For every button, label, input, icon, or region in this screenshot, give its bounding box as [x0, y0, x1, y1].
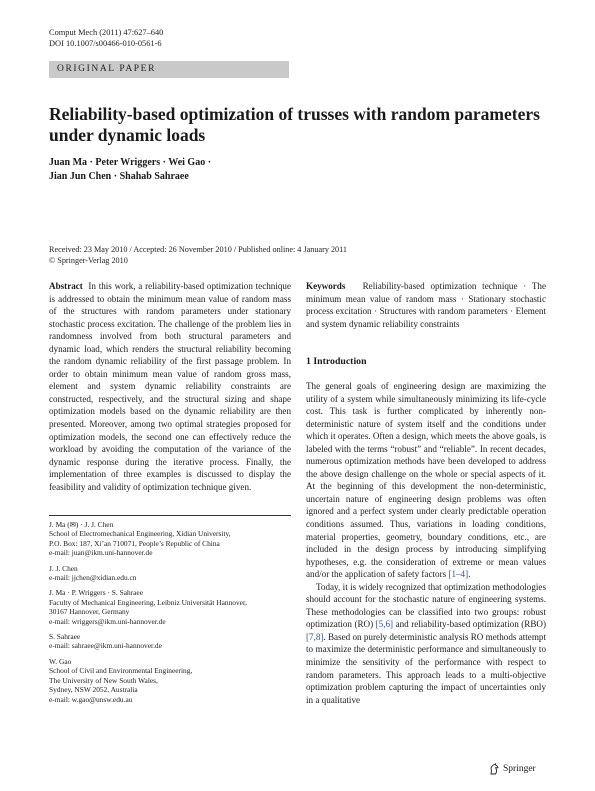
affiliation-line: School of Civil and Environmental Engineering,	[49, 666, 193, 676]
affiliation-line: School of Electromechanical Engineering, Xidian University,	[49, 529, 231, 539]
abstract-label: Abstract	[49, 281, 83, 291]
journal-header	[49, 27, 163, 49]
affiliation-email: e-mail: juan@ikm.uni-hannover.de	[49, 548, 153, 558]
springer-horse-icon	[488, 763, 500, 775]
abstract-text: In this work, a reliability-based optimization technique is addressed to obtain the minimum mean value of random mass of the structures with random parameters under stationary stochastic process excitation. The challenge of the problem lies in randomness involved from both structural parameters and dynamic load, which renders the structural reliability becoming the random dynamic reliability of the first passage problem. In order to obtain minimum mean value of random gross mass, element and system dynamic reliability constraints are constructed, respectively, and the structural sizing and shape optimization models based on the dynamic reliability are then presented. Moreover, among two optimal strategies proposed for optimization models, the second one can effectively reduce the workload by avoiding the computation of the variance of the dynamic response during the iterative process. Finally, the implementation of three examples is discussed to display the feasibility and validity of optimization technique given.	[49, 281, 291, 492]
author-list	[49, 156, 211, 184]
keywords-label: Keywords	[306, 281, 346, 291]
copyright-notice: © Springer-Verlag 2010	[49, 256, 128, 265]
article-type-label: ORIGINAL PAPER	[57, 64, 157, 74]
journal-citation: Comput Mech (2011) 47:627–640	[49, 28, 164, 37]
citation-link[interactable]: [1–4]	[448, 569, 469, 580]
affiliation-email: e-mail: wriggers@ikm.uni-hannover.de	[49, 616, 166, 626]
citation-link[interactable]: [5,6]	[375, 619, 394, 630]
introduction-body	[306, 380, 546, 706]
affiliation-line: J. Ma · P. Wriggers · S. Sahraee	[49, 588, 143, 598]
affiliation-email: e-mail: jjchen@xidian.edu.cn	[49, 573, 137, 583]
affiliation-email: e-mail: w.gao@unsw.edu.au	[49, 694, 133, 704]
affiliation-block	[49, 632, 294, 651]
affiliation-block	[49, 564, 294, 583]
keywords	[306, 280, 546, 330]
publication-history	[49, 244, 347, 266]
received-dates: Received: 23 May 2010 / Accepted: 26 November 2010 / Published online: 4 January 2011	[49, 245, 348, 254]
paragraph: Today, it is widely recognized that optimization methodologies should account for the stochastic nature of engineering systems. These methodologies can be classified into two groups: robust optimization (RO) [5,6] and reliability-based optimization (RBO) [7,8]. Based on purely deterministic analysis RO methods attempt to maximize the deterministic performance and simultaneously to minimize the sensitivity of the performance with respect to random parameters. This approach leads to a multi-objective optimization problem capturing the impact of uncertainties only in a qualitative	[306, 581, 546, 705]
affiliation-line: The University of New South Wales,	[49, 675, 158, 685]
affiliation-line: 30167 Hannover, Germany	[49, 607, 130, 617]
article-type-banner	[49, 61, 289, 78]
affiliation-block	[49, 657, 294, 704]
section-heading-introduction: 1 Introduction	[306, 356, 367, 367]
affiliation-email: e-mail: sahraee@ikm.uni-hannover.de	[49, 641, 162, 651]
affiliation-line: Faculty of Mechanical Engineering, Leibniz Universität Hannover,	[49, 597, 247, 607]
author-line-1: Juan Ma · Peter Wriggers · Wei Gao ·	[49, 157, 212, 168]
affiliation-block	[49, 588, 294, 626]
abstract	[49, 280, 291, 493]
affiliation-line: S. Sahraee	[49, 632, 81, 642]
publisher-name: Springer	[503, 764, 536, 774]
footnote-divider	[49, 515, 291, 516]
affiliation-line: J. Ma (✉) · J. J. Chen	[49, 520, 114, 529]
paper-title: Reliability-based optimization of trusses with random parameters under dynamic loads	[49, 104, 540, 145]
author-line-2: Jian Jun Chen · Shahab Sahraee	[49, 171, 189, 182]
affiliation-block	[49, 520, 294, 558]
citation-link[interactable]: [7,8]	[306, 631, 324, 642]
affiliation-line: P.O. Box: 187, Xi’an 710071, People’s Republic of China	[49, 538, 220, 548]
affiliation-line: J. J. Chen	[49, 563, 78, 573]
affiliation-line: W. Gao	[49, 656, 72, 666]
paragraph: The general goals of engineering design are maximizing the utility of a system while simultaneously minimizing its life-cycle cost. This task is further complicated by inherently non-deterministic nature of system itself and the conditions under which it operates. Often a design, which meets the above goals, is labeled with the terms “robust” and “reliable”. In recent decades, numerous optimization methods have been developed to address the above design challenge on the whole or special aspects of it. At the beginning of this development the non-deterministic, uncertain nature of engineering design problems was often ignored and a perfect system under clearly predictable operation conditions assumed. Thus, variations in loading conditions, material properties, geometry, boundary conditions, etc., are included in the design process by introducing simplifying hypotheses, e.g. the consideration of extreme or mean values and/or the application of safety factors [1–4].	[306, 381, 546, 580]
affiliations	[49, 520, 294, 710]
affiliation-line: Sydney, NSW 2052, Australia	[49, 685, 138, 695]
journal-doi: DOI 10.1007/s00466-010-0561-6	[49, 39, 162, 48]
keywords-text: Reliability-based optimization technique · The minimum mean value of random mass · Stationary stochastic process excitation · Structures with random parameters · Element and system dynamic reliability constraints	[306, 281, 546, 329]
publisher-logo	[488, 763, 536, 775]
